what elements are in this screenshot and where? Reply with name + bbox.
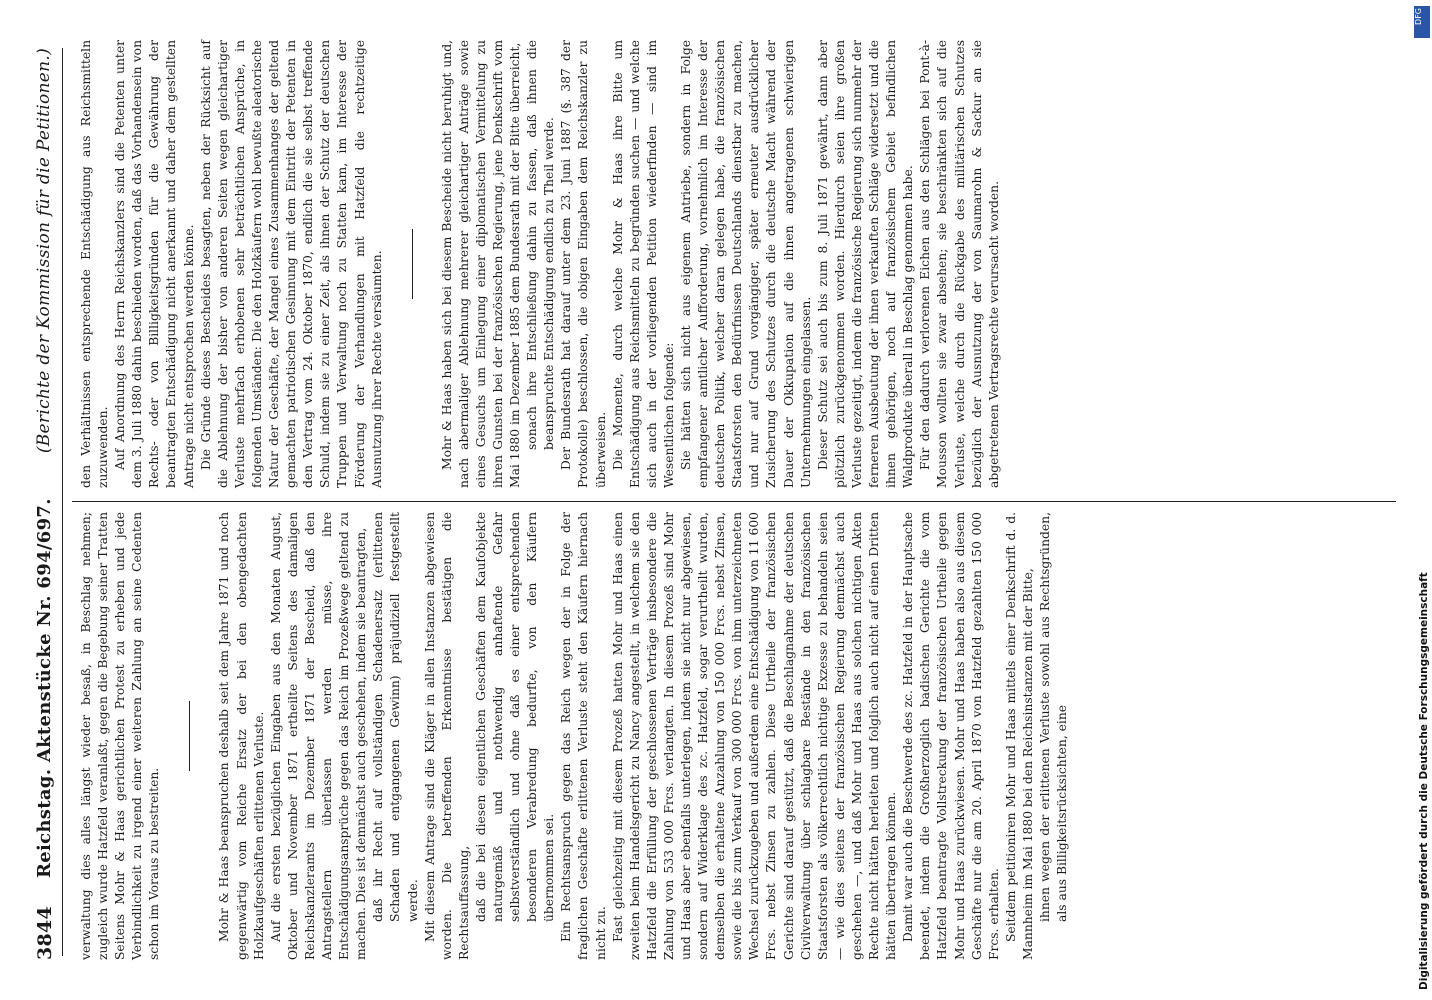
paragraph: Auf die ersten bezüglichen Eingaben aus den Monaten August, Oktober und November 1871 ertheilte Seitens des damaligen Reichskanzleramts im Dezember 1871 der Bescheid, daß den Antragstellern überlassen werden müsse, ihre Entschädigungsansprüche gegen das Reich im Prozeßwege geltend zu machen. Dies ist demnächst auch geschehen, indem sie beantragten, xyxy=(268,512,369,960)
section-title: (Berichte der Kommission für die Petitionen.) xyxy=(34,48,54,454)
left-column xyxy=(78,512,1071,960)
page-number: 3844 xyxy=(34,905,56,960)
document-title: Reichstag. Aktenstücke Nr. 694/697. xyxy=(34,498,55,878)
quoted-ruling: daß die bei diesen eigentlichen Geschäften dem Kaufobjekte naturgemäß und nothwendig anhaftende Gefahr selbstverständlich und ohne daß es einer entsprechenden besonderen Verabredung bedurfte, von den Käufern übernommen sei. xyxy=(473,512,557,922)
right-column xyxy=(78,40,1003,488)
paragraph: Mohr & Haas haben sich bei diesem Bescheide nicht beruhigt und, nach abermaliger Ablehnung mehrerer gleichartiger Anträge sowie eines Gesuchs um Einlegung einer diplomatischen Vermittelung zu ihren Gunsten bei der französischen Regierung, jene Denkschrift vom Mai 1880 im Dezember 1885 dem Bundesrath mit der Bitte überreicht, xyxy=(439,40,523,488)
paragraph: Dieser Schutz sei auch bis zum 8. Juli 1871 gewährt, dann aber plötzlich zurückgenommen worden. Hierdurch seien ihre großen Verluste gezeitigt, indem die französische Regierung sich nunmehr der ferneren Ausbeutung der ihnen verkauften Schläge widersetzt und die ihnen gehörigen, noch auf französischem Gebiet befindlichen Waldprodukte überall in Beschlag genommen habe. xyxy=(815,40,916,488)
dfg-logo-text: DFG xyxy=(1414,8,1423,25)
paragraph: Die Gründe dieses Bescheides besagten, neben der Rücksicht auf die Ablehnung der bisher von anderen Seiten wegen gleichartiger Verluste mehrfach erhobenen sehr beträchtlichen Ansprüche, in folgenden Umständen: Die den Holzkäufern wohl bewußte aleatorische Natur der Geschäfte, der Mangel eines Zusammenhanges der geltend gemachten patriotischen Gesinnung mit dem Eintritt der Petenten in den Vertrag vom 24. Oktober 1870, endlich die sie selbst treffende Schuld, indem sie zu einer Zeit, als ihnen der Schutz der deutschen Truppen und Verwaltung noch zu Statten kam, im Interesse der Förderung der Verhandlungen mit Hatzfeld die rechtzeitige Ausnutzung ihrer Rechte versäumten. xyxy=(198,40,384,488)
paragraph: verwaltung dies alles längst wieder besaß, in Beschlag nehmen; zugleich wurde Hatzfeld veranlaßt, gegen die Begebung seiner Tratten Seitens Mohr & Haas gerichtlichen Protest zu erheben und jede Verbindlichkeit zu irgend einer weiteren Zahlung an seine Cedenten schon im Voraus zu bestreiten. xyxy=(79,512,162,960)
paragraph: Seitdem petitioniren Mohr und Haas mittels einer Denkschrift d. d. Mannheim im Mai 1880 bei den Reichsinstanzen mit der Bitte, xyxy=(1003,512,1035,960)
page-header xyxy=(34,48,60,960)
quoted-motion: daß ihr Recht auf vollständigen Schadenersatz (erlittenen Schaden und entgangenen Gewinn) präjudiziell festgestellt werde. xyxy=(371,512,420,922)
paragraph: Sie hätten sich nicht aus eigenem Antriebe, sondern in Folge empfangener amtlicher Aufforderung, vornehmlich im Interesse der deutschen Politik, welcher daran gelegen habe, die französischen Staatsforsten den Bedürfnissen Deutschlands dienstbar zu machen, und nur auf Grund vorgängiger, später erneuter ausdrücklicher Zusicherung des Schutzes durch die deutsche Macht während der Dauer der Okkupation auf die ihnen angetragenen schwierigen Unternehmungen eingelassen. xyxy=(679,40,813,488)
paragraph: Fast gleichzeitig mit diesem Prozeß hatten Mohr und Haas einen zweiten beim Handelsgericht zu Nancy angestellt, in welchem sie den Hatzfeld die Erfüllung der geschlossenen Verträge insbesondere die Zahlung von 533 000 Frcs. verlangten. In diesem Prozeß sind Mohr und Haas aber ebenfalls unterlegen, indem sie nicht nur abgewiesen, sondern auf Widerklage des zc. Hatzfeld, sogar verurtheilt wurden, demselben die erhaltene Anzahlung von 150 000 Frcs. nebst Zinsen, sowie die bis zum Verkauf von 300 000 Frcs. von ihm unterzeichneten Wechsel zurückzugeben und außerdem eine Entschädigung von 11 600 Frcs. nebst Zinsen zu zahlen. Diese Urtheile der französischen Gerichte sind darauf gestützt, daß die Beschlagnahme der deutschen Civilverwaltung über schlagbare Bestände in den französischen Staatsforsten als völkerrechtlich nichtige Exzesse zu behandeln seien — wie dies seitens der französischen Regierung demnächst auch geschehen —, und daß Mohr und Haas aus solchen nichtigen Akten Rechte nicht hätten herleiten und folglich auch nicht auf einen Dritten hätten übertragen können. xyxy=(610,512,899,960)
paragraph: Mit diesem Antrage sind die Kläger in allen Instanzen abgewiesen worden. Die betreffenden Erkenntnisse bestätigen die Rechtsauffassung, xyxy=(422,512,471,960)
paragraph: Die Momente, durch welche Mohr & Haas ihre Bitte um Entschädigung aus Reichsmitteln zu begründen suchen — und welche sich auch in der vorliegenden Petition wiederfinden — sind im Wesentlichen folgende: xyxy=(610,40,676,488)
paragraph: Mohr & Haas beanspruchen deshalb seit dem Jahre 1871 und noch gegenwärtig vom Reiche Ersatz der bei den obengedachten Holzkaufgeschäften erlittenen Verluste. xyxy=(217,512,266,960)
section-separator xyxy=(189,701,190,771)
paragraph: den Verhältnissen entsprechende Entschädigung aus Reichsmitteln zuzuwenden. xyxy=(79,40,111,488)
paragraph: Ein Rechtsanspruch gegen das Reich wegen der in Folge der fraglichen Geschäfte erlittenen Verluste steht den Käufern hiernach nicht zu. xyxy=(559,512,608,960)
paragraph: Für den dadurch verlorenen Eichen aus den Schlägen bei Pont-à-Mousson wollten sie zwar absehen; sie beschränkten sich auf die Verluste, welche durch die Rückgabe des militärischen Schutzes bezüglich der Ausnutzung der von Saumarohn & Sackur an sie abgetretenen Vertragsrechte verursacht worden. xyxy=(918,40,1001,488)
column-divider xyxy=(72,501,1396,502)
paragraph: Auf Anordnung des Herrn Reichskanzlers sind die Petenten unter dem 3. Juli 1880 dahin beschieden worden, daß das Vorhandensein von Rechts- oder von Billigkeitsgründen für die Gewährung der beantragten Entschädigung nicht anerkannt und daher dem gestellten Antrage nicht entsprochen werden könne. xyxy=(113,40,196,488)
section-separator xyxy=(412,229,413,299)
quoted-request: ihnen wegen der erlittenen Verluste sowohl aus Rechtsgründen, als aus Billigkeitsrücksichten, eine xyxy=(1037,512,1070,922)
header-rule xyxy=(62,48,63,956)
paragraph: Damit war auch die Beschwerde des zc. Hatzfeld in der Hauptsache beendet, indem die Großherzoglich badischen Gerichte die vom Hatzfeld beantragte Vollstreckung der französischen Urtheile gegen Mohr und Haas zurückwiesen. Mohr und Haas haben also aus diesem Geschäfte nur die am 20. April 1870 von Hatzfeld gezahlten 150 000 Frcs. erhalten. xyxy=(901,512,1001,960)
paragraph: Der Bundesrath hat darauf unter dem 23. Juni 1887 (§. 387 der Protokolle) beschlossen, die obigen Eingaben dem Reichskanzler zu überweisen. xyxy=(559,40,608,488)
quoted-request: sonach ihre Entschließung dahin zu fassen, daß ihnen die beanspruchte Entschädigung endlich zu Theil werde. xyxy=(525,40,557,450)
digitization-notice: Digitalisierung gefördert durch die Deutsche Forschungsgemeinschaft xyxy=(1418,572,1430,990)
dfg-logo xyxy=(1414,6,1430,38)
